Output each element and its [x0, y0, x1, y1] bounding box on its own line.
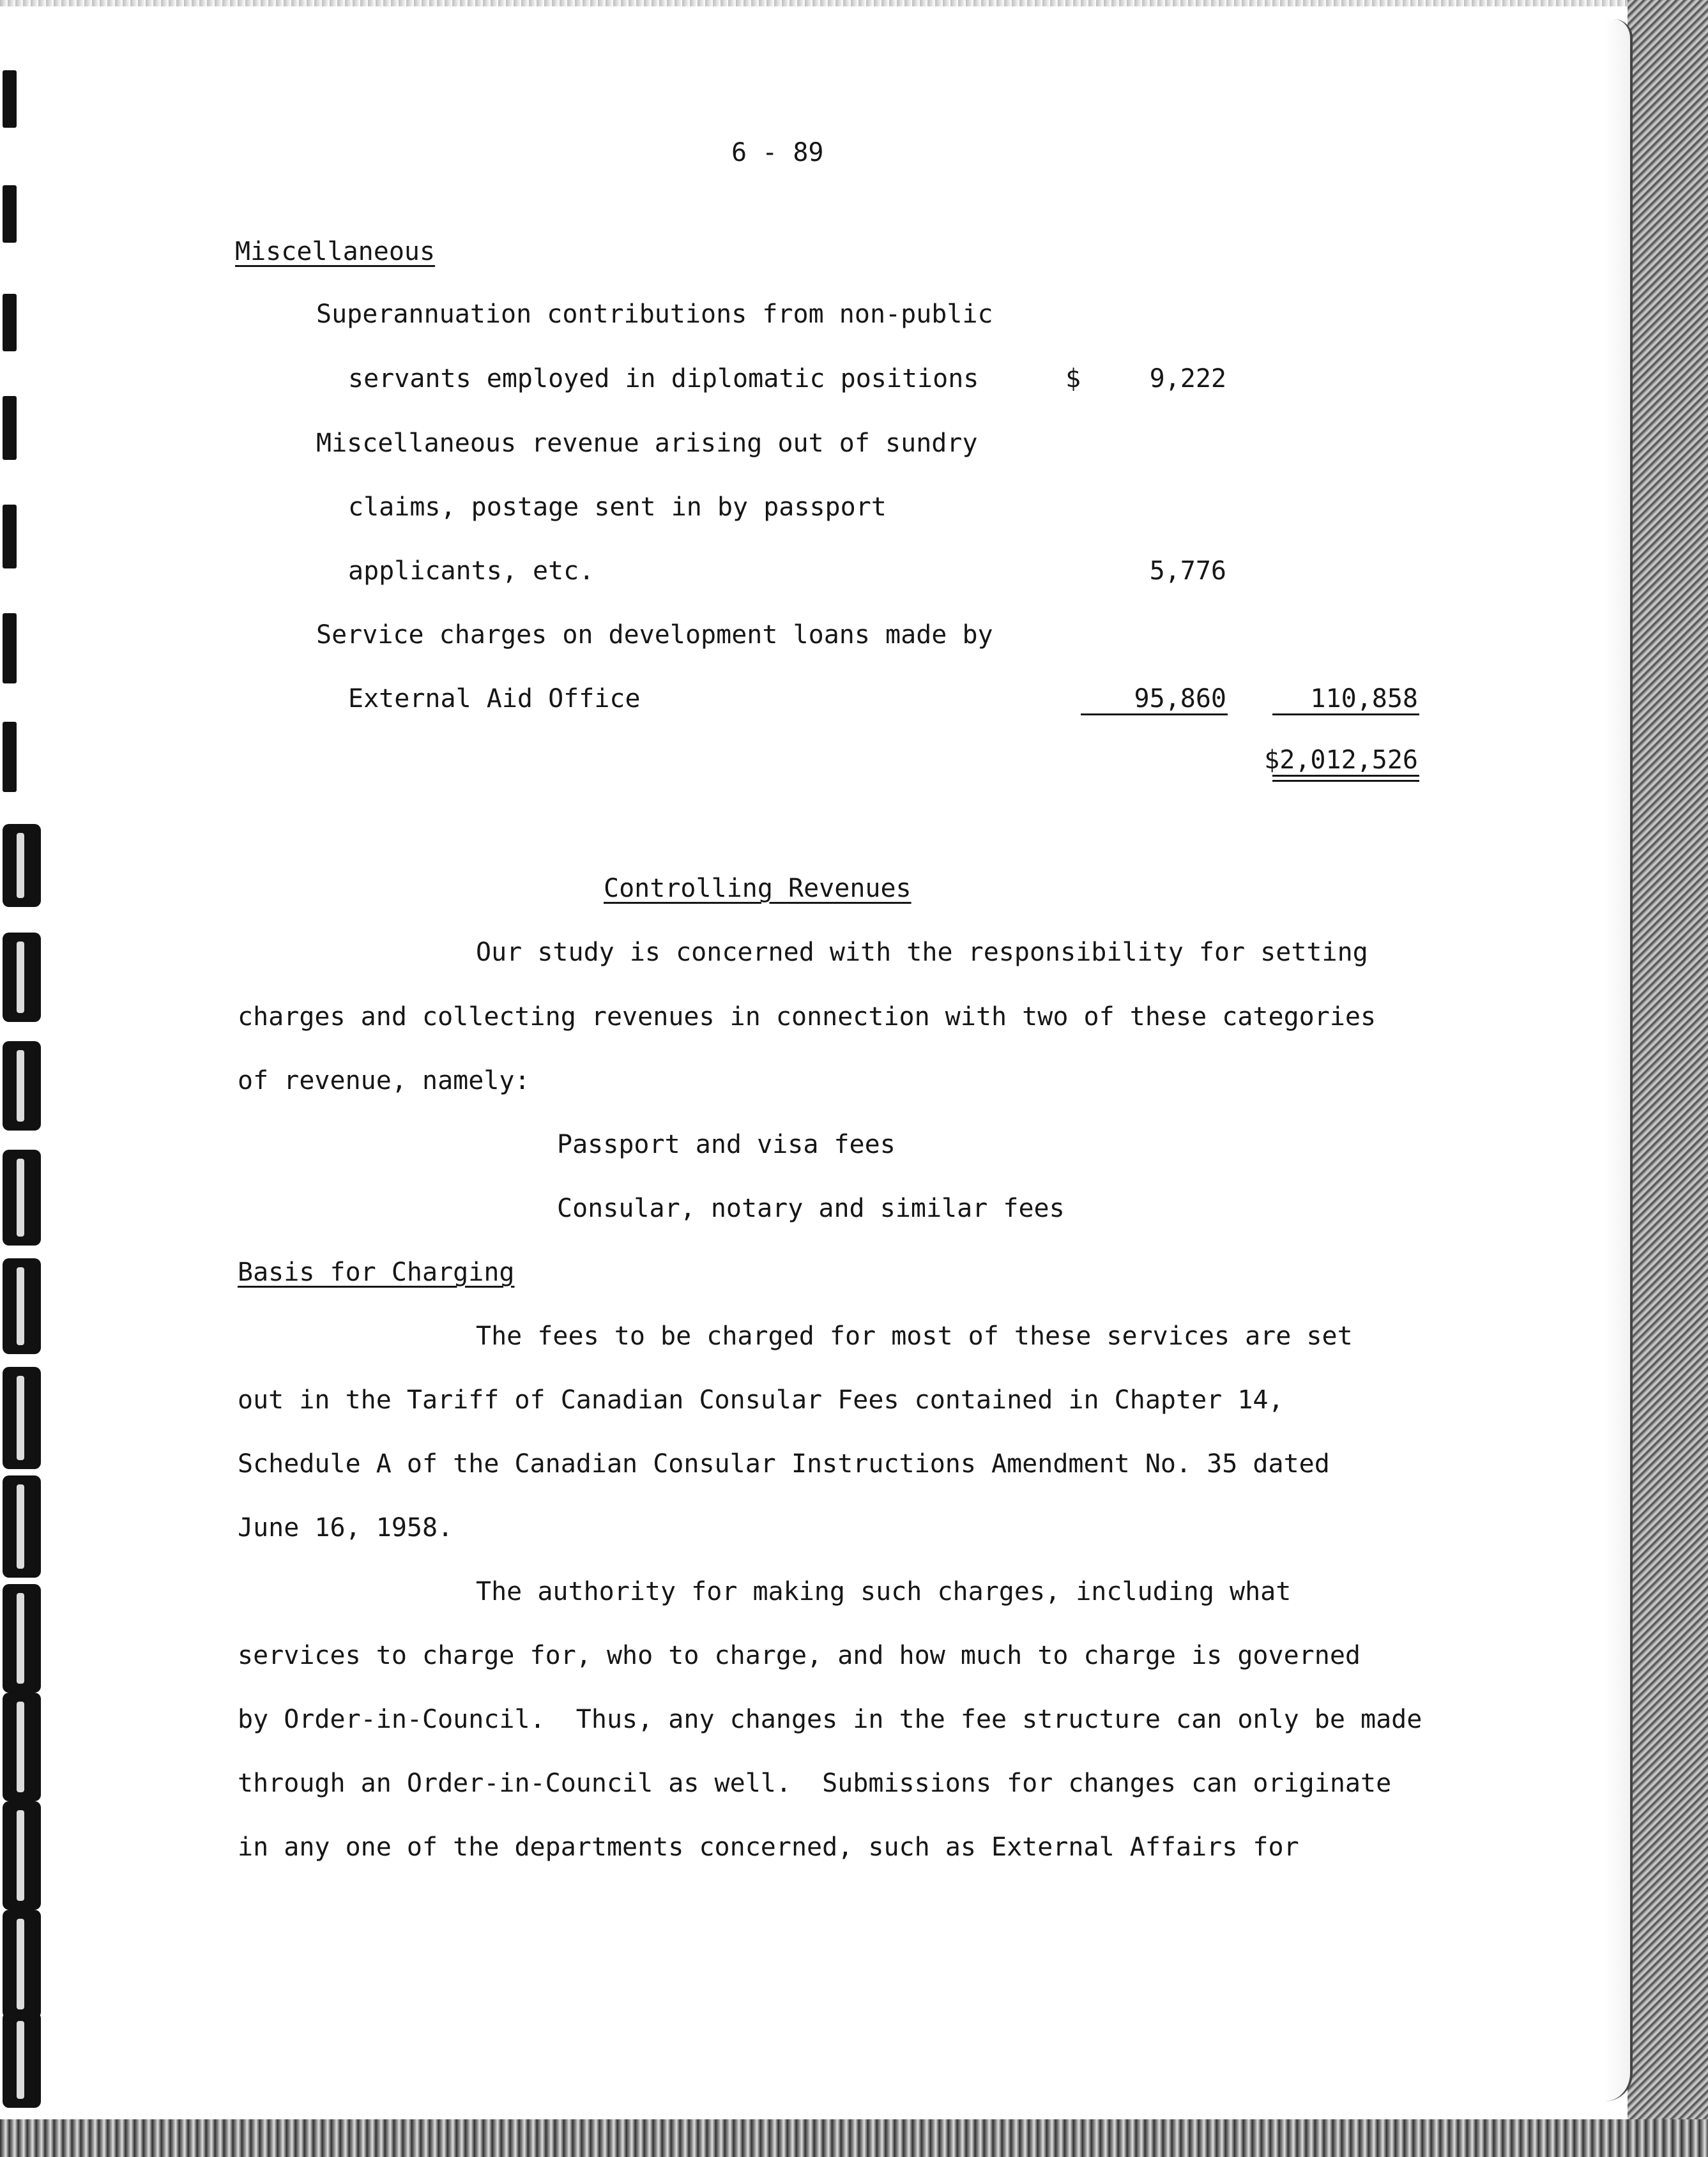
amount-service-charges: 95,860 — [1134, 684, 1226, 713]
paragraph1-line-4: June 16, 1958. — [238, 1513, 454, 1543]
paragraph2-line-2: services to charge for, who to charge, and how much to charge is governed — [238, 1641, 1361, 1670]
item-superannuation-line1: Superannuation contributions from non-public — [316, 300, 993, 329]
binder-hole — [3, 185, 17, 243]
paragraph2-line-5: in any one of the departments concerned, such as External Affairs for — [238, 1833, 1299, 1862]
intro-line-3: of revenue, namely: — [238, 1066, 530, 1095]
amount-column-rule — [1081, 713, 1228, 715]
binder-hole — [3, 933, 41, 1022]
miscellaneous-subtotal: 110,858 — [1310, 684, 1418, 713]
amount-superannuation: 9,222 — [1149, 364, 1226, 393]
page-number: 6 - 89 — [731, 138, 824, 167]
binder-hole — [3, 824, 41, 907]
intro-line-1: Our study is concerned with the responsibility for setting — [476, 938, 1368, 967]
currency-sign: $ — [1065, 364, 1081, 393]
basis-for-charging-heading: Basis for Charging — [238, 1258, 515, 1287]
item-misc-revenue-line1: Miscellaneous revenue arising out of sundry — [316, 429, 978, 458]
amount-misc-revenue: 5,776 — [1149, 556, 1226, 586]
binder-holes — [0, 0, 57, 2157]
page-fold-shadow — [1605, 19, 1633, 2101]
scan-bottom-edge — [0, 2119, 1708, 2157]
category-passport-visa: Passport and visa fees — [557, 1130, 896, 1159]
binder-hole — [3, 396, 17, 460]
item-misc-revenue-line2: claims, postage sent in by passport — [348, 492, 887, 522]
item-service-charges-line2: External Aid Office — [348, 684, 641, 713]
intro-line-2: charges and collecting revenues in connection with two of these categories — [238, 1002, 1376, 1032]
paragraph1-line-1: The fees to be charged for most of these services are set — [476, 1322, 1353, 1351]
binder-hole — [3, 1693, 41, 1801]
paragraph1-line-3: Schedule A of the Canadian Consular Instructions Amendment No. 35 dated — [238, 1449, 1330, 1479]
binder-hole — [3, 70, 17, 128]
binder-hole — [3, 2012, 41, 2108]
binder-hole — [3, 1801, 41, 1910]
binder-hole — [3, 294, 17, 351]
grand-total-double-rule-top — [1272, 775, 1419, 777]
binder-hole — [3, 1475, 41, 1578]
binder-hole — [3, 505, 17, 568]
binder-hole — [3, 1367, 41, 1469]
binder-hole — [3, 1150, 41, 1246]
binder-hole — [3, 1584, 41, 1693]
controlling-revenues-heading: Controlling Revenues — [604, 874, 911, 903]
binder-hole — [3, 1910, 41, 2018]
paragraph2-line-4: through an Order-in-Council as well. Submissions for changes can originate — [238, 1769, 1392, 1798]
binder-hole — [3, 613, 17, 683]
paragraph2-line-1: The authority for making such charges, including what — [476, 1577, 1292, 1606]
item-misc-revenue-line3: applicants, etc. — [348, 556, 595, 586]
category-consular-notary: Consular, notary and similar fees — [557, 1194, 1065, 1223]
paragraph2-line-3: by Order-in-Council. Thus, any changes in the fee structure can only be made — [238, 1705, 1422, 1734]
scan-right-edge — [1628, 0, 1708, 2157]
grand-total: $2,012,526 — [1264, 745, 1418, 775]
subtotal-column-rule — [1272, 713, 1419, 715]
grand-total-double-rule-bottom — [1272, 780, 1419, 782]
paragraph1-line-2: out in the Tariff of Canadian Consular Fees contained in Chapter 14, — [238, 1385, 1284, 1415]
miscellaneous-heading: Miscellaneous — [235, 237, 436, 266]
binder-hole — [3, 1258, 41, 1354]
scan-top-edge — [0, 0, 1708, 6]
binder-hole — [3, 1041, 41, 1131]
binder-hole — [3, 722, 17, 792]
item-service-charges-line1: Service charges on development loans made by — [316, 620, 993, 650]
item-superannuation-line2: servants employed in diplomatic positions — [348, 364, 979, 393]
